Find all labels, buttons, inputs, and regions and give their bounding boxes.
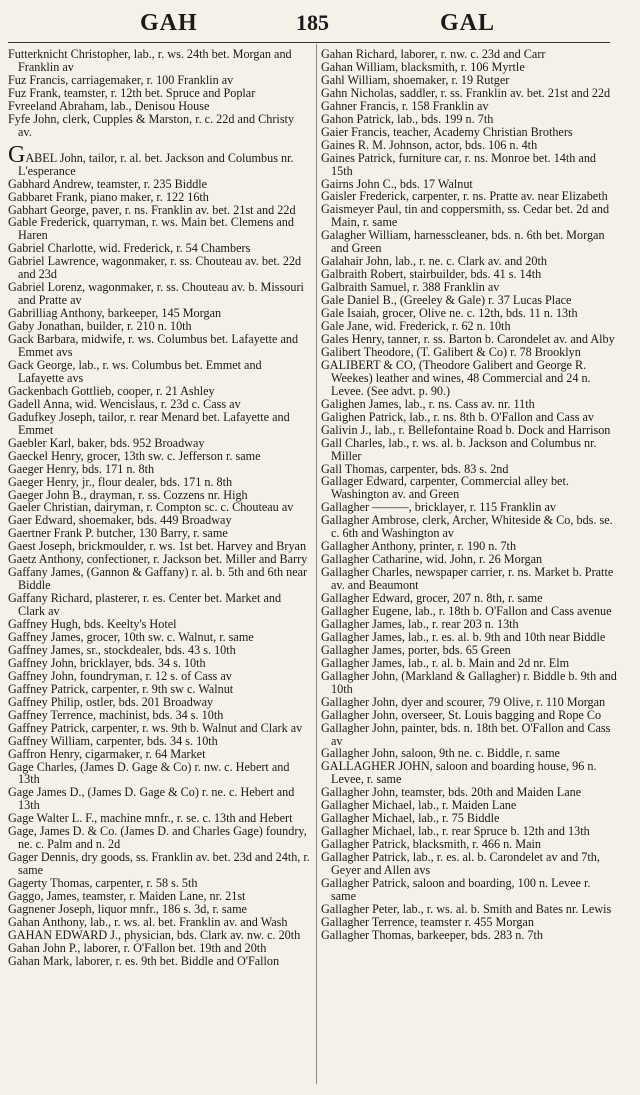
directory-entry: Gaffney Patrick, carpenter, r. ws. 9th b. Walnut and Clark av <box>8 720 303 735</box>
directory-entry: Gack Barbara, midwife, r. ws. Columbus bet. Lafayette and Emmet avs <box>8 332 299 360</box>
directory-entry: Futterknicht Christopher, lab., r. ws. 24th bet. Morgan and Franklin av <box>8 47 292 74</box>
directory-entry: Gable Frederick, quarryman, r. ws. Main bet. Clemens and Haren <box>8 215 294 243</box>
directory-entry: Gaffney Philip, ostler, bds. 201 Broadway <box>8 694 214 709</box>
directory-entry: Gahon Patrick, lab., bds. 199 n. 7th <box>321 111 494 126</box>
directory-entry: Gadufkey Joseph, tailor, r. rear Menard bet. Lafayette and Emmet <box>8 409 290 437</box>
directory-entry: Gallagher James, lab., r. es. al. b. 9th and 10th near Biddle <box>321 629 606 644</box>
directory-entry: Gaeger John B., drayman, r. ss. Cozzens nr. High <box>8 487 248 502</box>
directory-entry: Galighen James, lab., r. ns. Cass av. nr. 11th <box>321 396 535 411</box>
directory-entry: Fuz Francis, carriagemaker, r. 100 Franklin av <box>8 72 234 87</box>
directory-entry: Gaertner Frank P. butcher, 130 Barry, r. same <box>8 526 228 541</box>
directory-entry: Galbraith Robert, stairbuilder, bds. 41 s. 14th <box>321 267 542 282</box>
directory-entry: Gaer Edward, shoemaker, bds. 449 Broadway <box>8 513 232 528</box>
directory-entry: Gallagher Thomas, barkeeper, bds. 283 n. 7th <box>321 927 543 942</box>
directory-entry: Gallagher James, porter, bds. 65 Green <box>321 642 511 657</box>
directory-entry: Gaffney Terrence, machinist, bds. 34 s. 10th <box>8 707 224 722</box>
directory-entry: Gagnener Joseph, liquor mnfr., 186 s. 3d, r. same <box>8 902 247 916</box>
directory-entry: Gaffron Henry, cigarmaker, r. 64 Market <box>8 746 206 761</box>
directory-entry: Gahner Francis, r. 158 Franklin av <box>321 98 489 113</box>
directory-entry: Gallagher John, overseer, St. Louis bagging and Rope Co <box>321 707 602 722</box>
directory-entry: Gallagher Eugene, lab., r. 18th b. O'Fallon and Cass avenue <box>321 603 612 618</box>
header-rule <box>8 42 610 43</box>
directory-entry: Gaest Joseph, brickmoulder, r. ws. 1st bet. Harvey and Bryan <box>8 539 307 554</box>
directory-entry: Fuz Frank, teamster, r. 12th bet. Spruce and Poplar <box>8 85 256 100</box>
directory-entry: Gaffney James, sr., stockdealer, bds. 43 s. 10th <box>8 642 236 657</box>
directory-entry: Gallagher Charles, newspaper carrier, r. ns. Market b. Pratte av. and Beaumont <box>321 565 614 593</box>
directory-entry: Gallager Edward, carpenter, Commercial alley bet. Washington av. and Green <box>321 474 569 502</box>
directory-entry: Gallagher John, (Markland & Gallagher) r. Biddle b. 9th and 10th <box>321 668 617 696</box>
right-column <box>321 48 617 942</box>
directory-entry: Gaeckel Henry, grocer, 13th sw. c. Jefferson r. same <box>8 448 261 463</box>
directory-entry: Gackenbach Gottlieb, cooper, r. 21 Ashley <box>8 383 215 398</box>
directory-entry: Gairns John C., bds. 17 Walnut <box>321 176 473 191</box>
directory-entry: Gaisler Frederick, carpenter, r. ns. Pratte av. near Elizabeth <box>321 189 608 204</box>
directory-entry: Galahair John, lab., r. ne. c. Clark av. and 20th <box>321 254 547 269</box>
section-entry-text: ABEL John, tailor, r. al. bet. Jackson and Columbus nr. L'esperance <box>18 150 294 178</box>
directory-entry: Gallagher Patrick, saloon and boarding, 100 n. Levee r. same <box>321 876 591 903</box>
directory-entry: Fyfe John, clerk, Cupples & Marston, r. c. 22d and Christy av. <box>8 111 295 139</box>
directory-entry: Gage, James D. & Co. (James D. and Charles Gage) foundry, ne. c. Palm and n. 2d <box>8 824 307 852</box>
directory-entry: Galibert Theodore, (T. Galibert & Co) r. 78 Brooklyn <box>321 344 581 359</box>
directory-entry: Gahan Mark, laborer, r. es. 9th bet. Biddle and O'Fallon <box>8 953 280 968</box>
directory-entry: Gall Thomas, carpenter, bds. 83 s. 2nd <box>321 461 509 476</box>
directory-entry: Fvreeland Abraham, lab., Denisou House <box>8 98 210 113</box>
directory-entry: Gaismeyer Paul, tin and coppersmith, ss. Cedar bet. 2d and Main, r. same <box>321 202 610 230</box>
directory-entry: Gage Walter L. F., machine mnfr., r. se. c. 13th and Hebert <box>8 811 293 826</box>
directory-entry: Gabhard Andrew, teamster, r. 235 Biddle <box>8 176 208 191</box>
page-header <box>0 10 640 40</box>
directory-entry: Gabriel Charlotte, wid. Frederick, r. 54 Chambers <box>8 241 251 256</box>
left-column <box>8 48 310 968</box>
directory-entry: Gager Dennis, dry goods, ss. Franklin av. bet. 23d and 24th, r. same <box>8 850 310 878</box>
directory-entry: Gallagher Catharine, wid. John, r. 26 Morgan <box>321 552 543 567</box>
directory-entry: Gaffney John, foundryman, r. 12 s. of Cass av <box>8 668 232 683</box>
directory-entry: Galagher William, harnesscleaner, bds. n. 6th bet. Morgan and Green <box>321 228 605 256</box>
directory-entry: Gallagher Anthony, printer, r. 190 n. 7th <box>321 539 517 554</box>
directory-entry: Gallagher Patrick, lab., r. es. al. b. Carondelet av and 7th, Geyer and Allen avs <box>321 850 600 878</box>
directory-entry: Gaffney William, carpenter, bds. 34 s. 10th <box>8 733 218 748</box>
directory-entry: Gaetz Anthony, confectioner, r. Jackson bet. Miller and Barry <box>8 552 308 567</box>
directory-entry: Gallagher John, painter, bds. n. 18th bet. O'Fallon and Cass av <box>321 720 611 748</box>
directory-entry: GALLAGHER JOHN, saloon and boarding house, 96 n. Levee, r. same <box>321 759 597 787</box>
directory-entry: Gallagher James, lab., r. al. b. Main and 2d nr. Elm <box>321 655 570 670</box>
directory-entry: Gallagher John, teamster, bds. 20th and Maiden Lane <box>321 785 582 800</box>
header-right-guide-word: GAL <box>440 10 496 36</box>
directory-entry: Gahan Anthony, lab., r. ws. al. bet. Franklin av. and Wash <box>8 914 288 929</box>
directory-entry: Gallagher Michael, lab., r. 75 Biddle <box>321 811 500 826</box>
directory-entry: Gahan William, blacksmith, r. 106 Myrtle <box>321 59 525 74</box>
directory-entry: Gaebler Karl, baker, bds. 952 Broadway <box>8 435 205 450</box>
directory-entry: Gage James D., (James D. Gage & Co) r. ne. c. Hebert and 13th <box>8 785 295 813</box>
directory-entry: Gallagher Michael, lab., r. Maiden Lane <box>321 798 517 813</box>
page-number: 185 <box>296 10 329 35</box>
directory-entry: Gadell Anna, wid. Wencislaus, r. 23d c. Cass av <box>8 396 241 411</box>
directory-entry: Gallagher James, lab., r. rear 203 n. 13th <box>321 616 519 631</box>
directory-entry: Gahan Richard, laborer, r. nw. c. 23d and Carr <box>321 47 546 61</box>
directory-entry: Gaeger Henry, bds. 171 n. 8th <box>8 461 155 476</box>
directory-entry: Gaier Francis, teacher, Academy Christian Brothers <box>321 124 573 139</box>
directory-entry: Gack George, lab., r. ws. Columbus bet. Emmet and Lafayette avs <box>8 357 262 385</box>
directory-entry: Gabbaret Frank, piano maker, r. 122 16th <box>8 189 209 204</box>
directory-entry: Gallagher Peter, lab., r. ws. al. b. Smith and Bates nr. Lewis <box>321 901 612 916</box>
directory-entry: Gaffany James, (Gannon & Gaffany) r. al. b. 5th and 6th near Biddle <box>8 565 308 593</box>
directory-entry: Gaffney James, grocer, 10th sw. c. Walnut, r. same <box>8 629 254 644</box>
directory-entry: Gaffney Patrick, carpenter, r. 9th sw c. Walnut <box>8 681 234 696</box>
directory-entry: Gabriel Lawrence, wagonmaker, r. ss. Chouteau av. bet. 22d and 23d <box>8 254 302 282</box>
directory-entry: Gall Charles, lab., r. ws. al. b. Jackson and Columbus nr. Miller <box>321 435 597 463</box>
directory-entry: Gale Jane, wid. Frederick, r. 62 n. 10th <box>321 319 511 334</box>
directory-entry: Gallagher ———, bricklayer, r. 115 Franklin av <box>321 500 556 515</box>
column-divider <box>316 44 317 1084</box>
directory-entry: Gallagher Michael, lab., r. rear Spruce b. 12th and 13th <box>321 824 590 839</box>
section-initial: G <box>8 141 26 168</box>
directory-entry: Gaffney John, bricklayer, bds. 34 s. 10th <box>8 655 206 670</box>
directory-entry: Gaines R. M. Johnson, actor, bds. 106 n. 4th <box>321 137 538 152</box>
directory-entry: Gallagher John, dyer and scourer, 79 Olive, r. 110 Morgan <box>321 694 606 709</box>
directory-entry: Gabrilliag Anthony, barkeeper, 145 Morgan <box>8 306 222 321</box>
directory-entry: Gale Daniel B., (Greeley & Gale) r. 37 Lucas Place <box>321 293 572 308</box>
directory-entry: Gagerty Thomas, carpenter, r. 58 s. 5th <box>8 876 198 891</box>
directory-entry: Gallagher Edward, grocer, 207 n. 8th, r. same <box>321 591 543 606</box>
directory-entry: Gallagher Ambrose, clerk, Archer, Whiteside & Co, bds. se. c. 6th and Washington av <box>321 513 613 541</box>
directory-entry: Gahl William, shoemaker, r. 19 Rutger <box>321 72 510 87</box>
directory-entry: Galivin J., lab., r. Bellefontaine Road b. Dock and Harrison <box>321 422 611 437</box>
directory-entry: Gaeger Henry, jr., flour dealer, bds. 171 n. 8th <box>8 474 233 489</box>
directory-entry: Gallagher Terrence, teamster r. 455 Morgan <box>321 914 534 929</box>
directory-entry: Gaines Patrick, furniture car, r. ns. Monroe bet. 14th and 15th <box>321 150 597 178</box>
directory-entry: GAHAN EDWARD J., physician, bds. Clark av. nw. c. 20th <box>8 927 301 942</box>
directory-entry: Gales Henry, tanner, r. ss. Barton b. Carondelet av. and Alby <box>321 331 615 346</box>
header-left-guide-word: GAH <box>140 10 198 36</box>
directory-entry: Gage Charles, (James D. Gage & Co) r. nw. c. Hebert and 13th <box>8 759 290 787</box>
directory-entry: Gahn Nicholas, saddler, r. ss. Franklin av. bet. 21st and 22d <box>321 85 611 100</box>
directory-entry: Gaffney Hugh, bds. Keelty's Hotel <box>8 617 177 632</box>
directory-entry: Gaffany Richard, plasterer, r. es. Center bet. Market and Clark av <box>8 591 282 619</box>
directory-entry: Gale Isaiah, grocer, Olive ne. c. 12th, bds. 11 n. 13th <box>321 306 578 321</box>
directory-entry: Gabhart George, paver, r. ns. Franklin av. bet. 21st and 22d <box>8 202 296 217</box>
directory-entry: Gabriel Lorenz, wagonmaker, r. ss. Chouteau av. b. Missouri and Pratte av <box>8 280 304 308</box>
directory-entry: Gallagher John, saloon, 9th ne. c. Biddle, r. same <box>321 746 560 761</box>
directory-entry: Gaggo, James, teamster, r. Maiden Lane, nr. 21st <box>8 889 246 904</box>
directory-entry: Galighen Patrick, lab., r. ns. 8th b. O'Fallon and Cass av <box>321 409 594 424</box>
directory-entry: GALIBERT & CO, (Theodore Galibert and George R. Weekes) leather and wines, 48 Commercial and 24 n. Levee. (See advt. p. 90.) <box>321 357 591 398</box>
directory-entry: Gallagher Patrick, blacksmith, r. 466 n. Main <box>321 837 542 852</box>
directory-entry: Gaby Jonathan, builder, r. 210 n. 10th <box>8 319 192 334</box>
directory-entry: Gahan John P., laborer, r. O'Fallon bet. 19th and 20th <box>8 940 267 955</box>
directory-entry <box>8 141 310 178</box>
directory-entry: Galbraith Samuel, r. 388 Franklin av <box>321 280 500 295</box>
directory-entry: Gaeler Christian, dairyman, r. Compton sc. c. Chouteau av <box>8 500 294 515</box>
